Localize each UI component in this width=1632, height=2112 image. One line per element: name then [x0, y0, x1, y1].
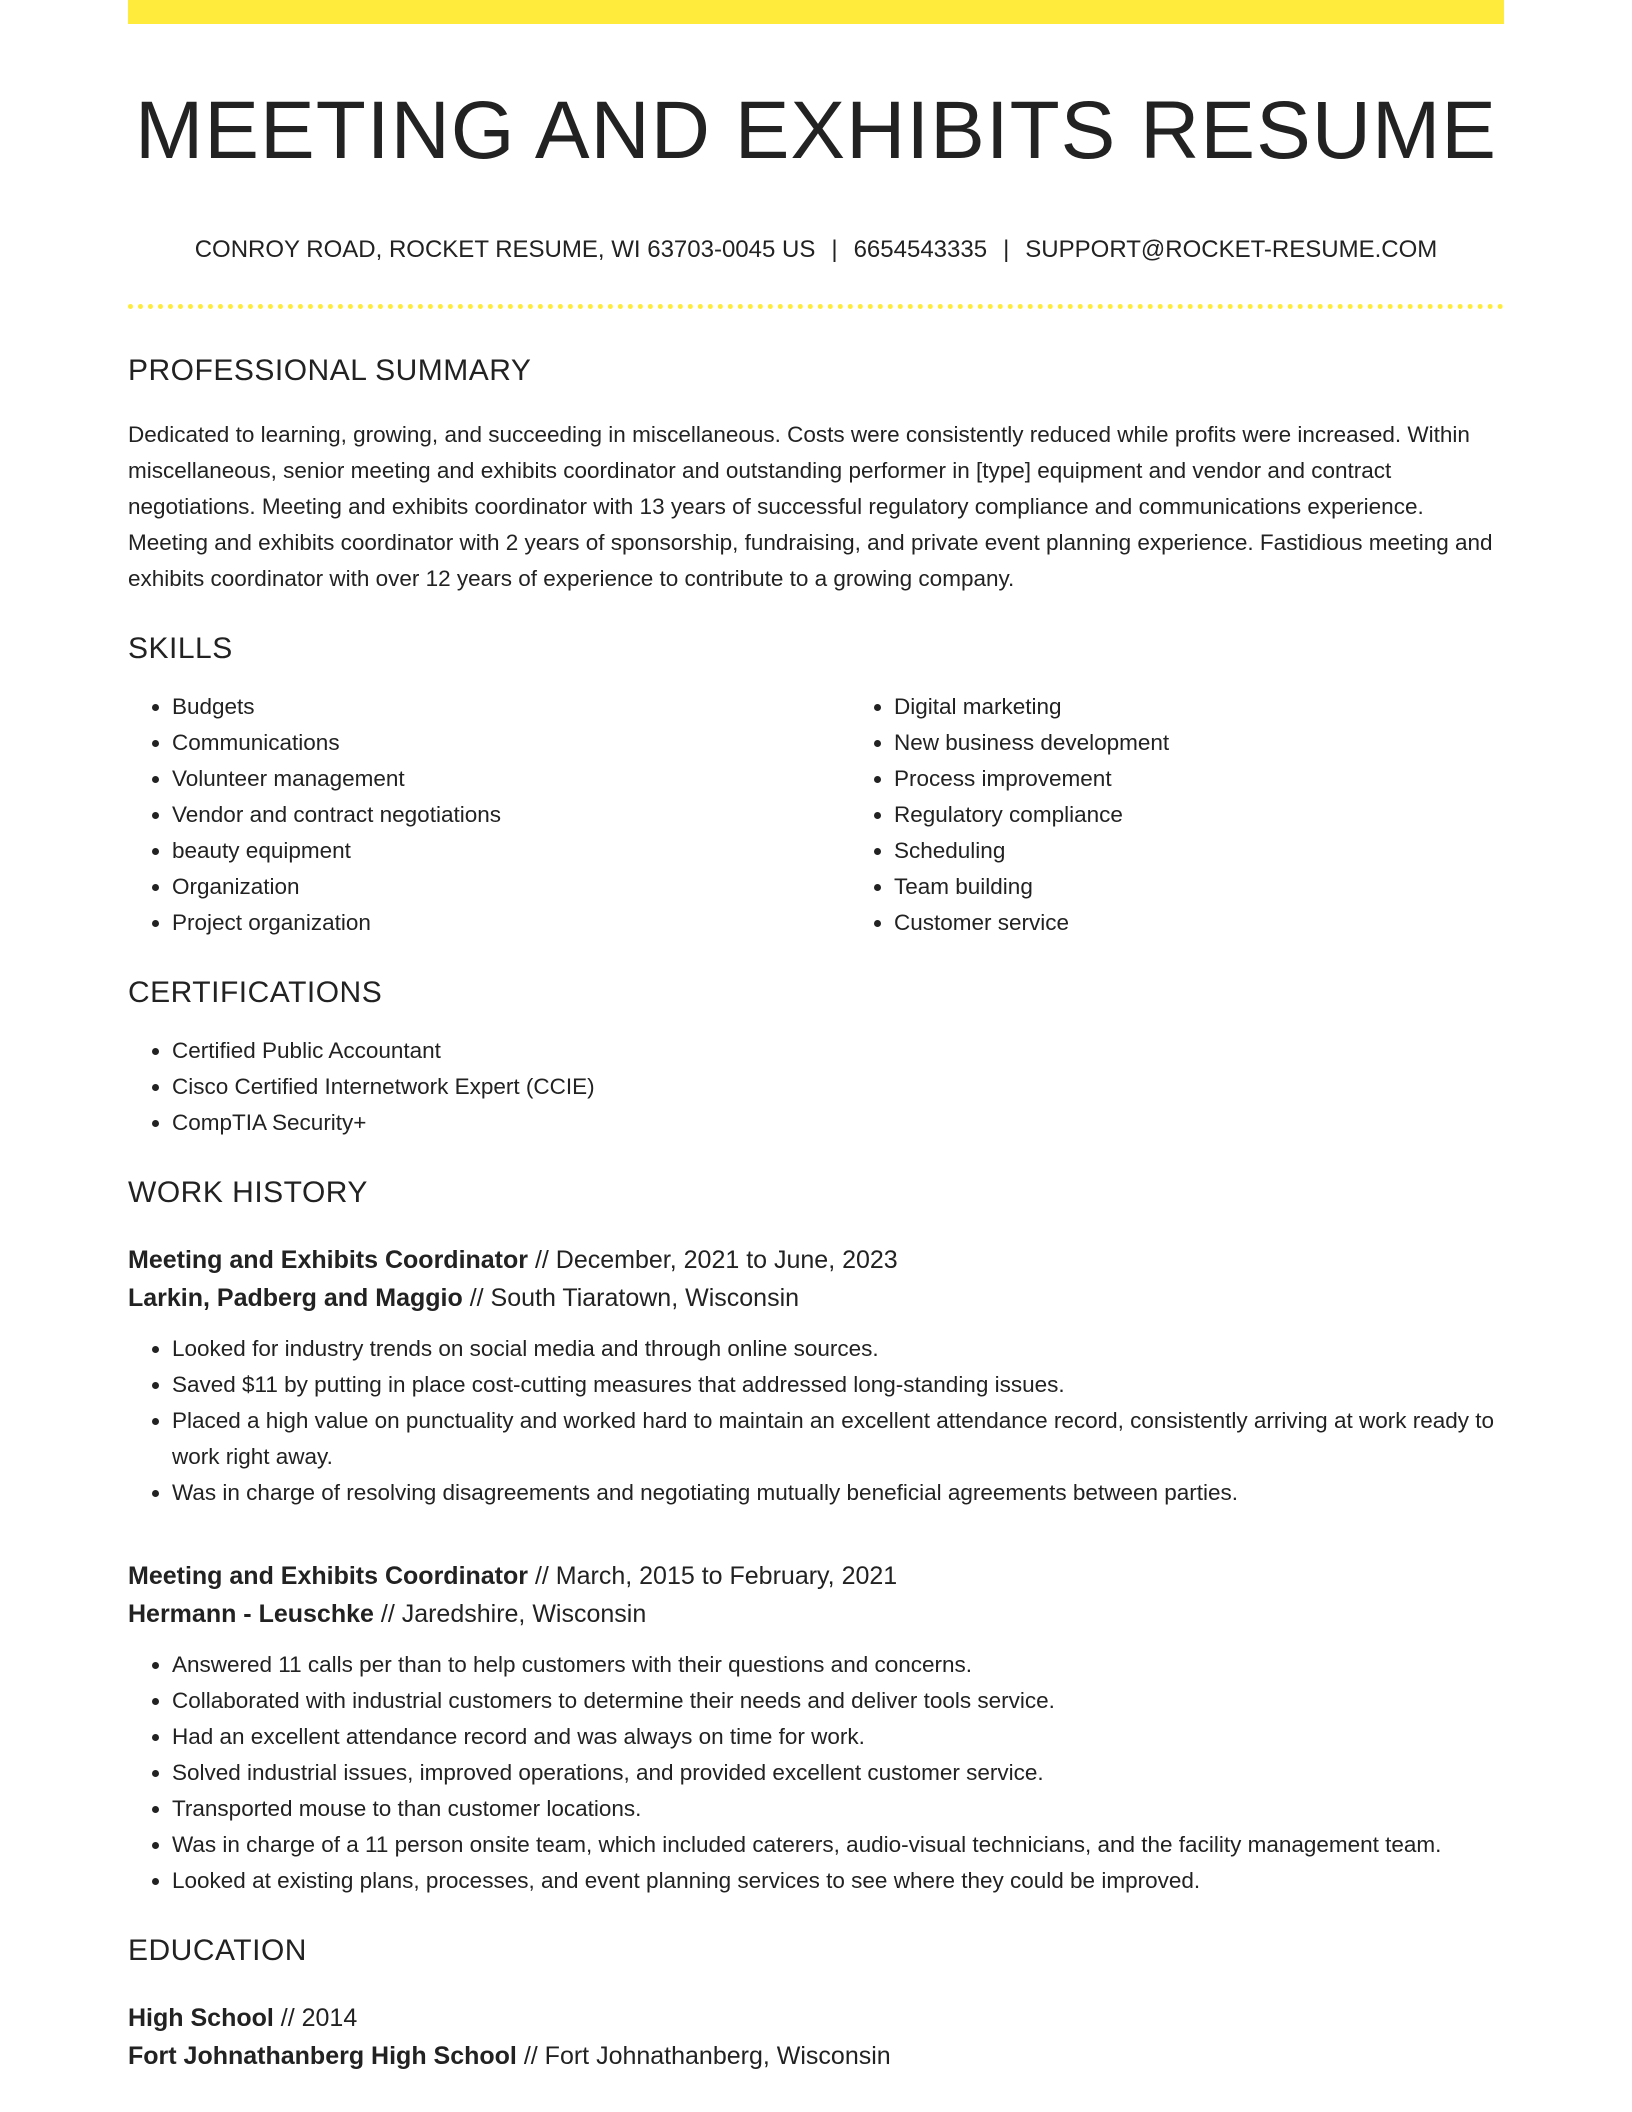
skill-item: • Regulatory compliance — [894, 797, 1572, 833]
education-entry — [128, 1999, 1504, 2075]
contact-email: SUPPORT@ROCKET-RESUME.COM — [1025, 236, 1438, 264]
certification-item: • Certified Public Accountant — [172, 1033, 1504, 1069]
skill-item: • Customer service — [894, 905, 1572, 941]
job-company-line — [128, 1595, 1504, 1633]
education-section — [128, 1933, 1504, 2075]
skill-item: • Scheduling — [894, 833, 1572, 869]
summary-section — [128, 353, 1504, 597]
summary-text: Dedicated to learning, growing, and succeeding in miscellaneous. Costs were consistently reduced while profits were increased. Within miscellaneous, senior meeting and exhibits coordinator and outstanding performer in [type] equipment and vendor and contract negotiations. Meeting and exhibits coordinator with 13 years of successful regulatory compliance and communications experience. Meeting and exhibits coordinator with 2 years of sponsorship, fundraising, and private event planning experience. Fastidious meeting and exhibits coordinator with over 12 years of experience to contribute to a growing company. — [128, 421, 1493, 591]
skill-item: • Team building — [894, 869, 1572, 905]
job-bullets — [128, 1331, 1504, 1511]
job-dates: // December, 2021 to June, 2023 — [528, 1245, 898, 1274]
job-company-line — [128, 1279, 1504, 1317]
job-bullet: • Looked at existing plans, processes, and event planning services to see where they could be improved. — [172, 1863, 1504, 1899]
contact-line — [128, 234, 1504, 265]
dotted-divider — [128, 304, 1504, 309]
skill-item: • Communications — [172, 725, 850, 761]
job-bullet: • Saved $11 by putting in place cost-cutting measures that addressed long-standing issues. — [172, 1367, 1504, 1403]
job-bullet: • Looked for industry trends on social media and through online sources. — [172, 1331, 1504, 1367]
job-bullet: • Solved industrial issues, improved operations, and provided excellent customer service. — [172, 1755, 1504, 1791]
contact-phone: 6654543335 — [853, 236, 988, 264]
job-title-line — [128, 1557, 1504, 1595]
job-bullet: • Transported mouse to than customer locations. — [172, 1791, 1504, 1827]
job-bullets — [128, 1647, 1504, 1899]
skill-item: • Organization — [172, 869, 850, 905]
contact-separator: | — [1003, 236, 1010, 264]
job-title: Meeting and Exhibits Coordinator — [128, 1245, 529, 1274]
resume-title: MEETING AND EXHIBITS RESUME — [135, 85, 1497, 176]
resume-page — [128, 0, 1504, 2075]
skills-section — [128, 631, 1504, 941]
skills-list-right — [850, 689, 1572, 941]
job-company: Hermann - Leuschke — [128, 1599, 374, 1628]
certifications-section — [128, 975, 1504, 1141]
work-history-section — [128, 1175, 1504, 1899]
education-degree-line — [128, 1999, 1504, 2037]
top-accent-bar — [128, 0, 1504, 24]
skill-item: • Digital marketing — [894, 689, 1572, 725]
summary-heading: PROFESSIONAL SUMMARY — [128, 353, 532, 387]
job-title: Meeting and Exhibits Coordinator — [128, 1561, 529, 1590]
skill-item: • Process improvement — [894, 761, 1572, 797]
job-location: // South Tiaratown, Wisconsin — [462, 1283, 800, 1312]
education-school: Fort Johnathanberg High School — [128, 2041, 517, 2070]
certifications-list — [128, 1033, 1504, 1141]
skill-item: • Vendor and contract negotiations — [172, 797, 850, 833]
job-bullet: • Had an excellent attendance record and was always on time for work. — [172, 1719, 1504, 1755]
certification-item: • Cisco Certified Internetwork Expert (CCIE) — [172, 1069, 1504, 1105]
job-title-line — [128, 1241, 1504, 1279]
skill-item: • Budgets — [172, 689, 850, 725]
skill-item: • beauty equipment — [172, 833, 850, 869]
job-bullet: • Was in charge of resolving disagreements and negotiating mutually beneficial agreements between parties. — [172, 1475, 1504, 1511]
certifications-heading: CERTIFICATIONS — [128, 975, 383, 1009]
work-history-heading: WORK HISTORY — [128, 1175, 368, 1209]
education-degree: High School — [128, 2003, 274, 2032]
education-location: // Fort Johnathanberg, Wisconsin — [516, 2041, 891, 2070]
job-location: // Jaredshire, Wisconsin — [373, 1599, 647, 1628]
job-entry — [128, 1241, 1504, 1511]
education-school-line — [128, 2037, 1504, 2075]
skill-item: • New business development — [894, 725, 1572, 761]
education-year: // 2014 — [273, 2003, 358, 2032]
contact-address: CONROY ROAD, ROCKET RESUME, WI 63703-0045 US — [194, 236, 816, 264]
skills-list-left — [128, 689, 850, 941]
skills-grid — [128, 689, 1504, 941]
job-bullet: • Answered 11 calls per than to help customers with their questions and concerns. — [172, 1647, 1504, 1683]
job-bullet: • Was in charge of a 11 person onsite team, which included caterers, audio-visual technicians, and the facility management team. — [172, 1827, 1504, 1863]
job-bullet: • Placed a high value on punctuality and worked hard to maintain an excellent attendance record, consistently arriving at work ready to work right away. — [172, 1403, 1504, 1475]
skills-heading: SKILLS — [128, 631, 233, 665]
job-company: Larkin, Padberg and Maggio — [128, 1283, 463, 1312]
skill-item: • Volunteer management — [172, 761, 850, 797]
skill-item: • Project organization — [172, 905, 850, 941]
job-entry — [128, 1557, 1504, 1899]
job-dates: // March, 2015 to February, 2021 — [528, 1561, 898, 1590]
certification-item: • CompTIA Security+ — [172, 1105, 1504, 1141]
job-bullet: • Collaborated with industrial customers to determine their needs and deliver tools service. — [172, 1683, 1504, 1719]
contact-separator: | — [831, 236, 838, 264]
education-heading: EDUCATION — [128, 1933, 307, 1967]
